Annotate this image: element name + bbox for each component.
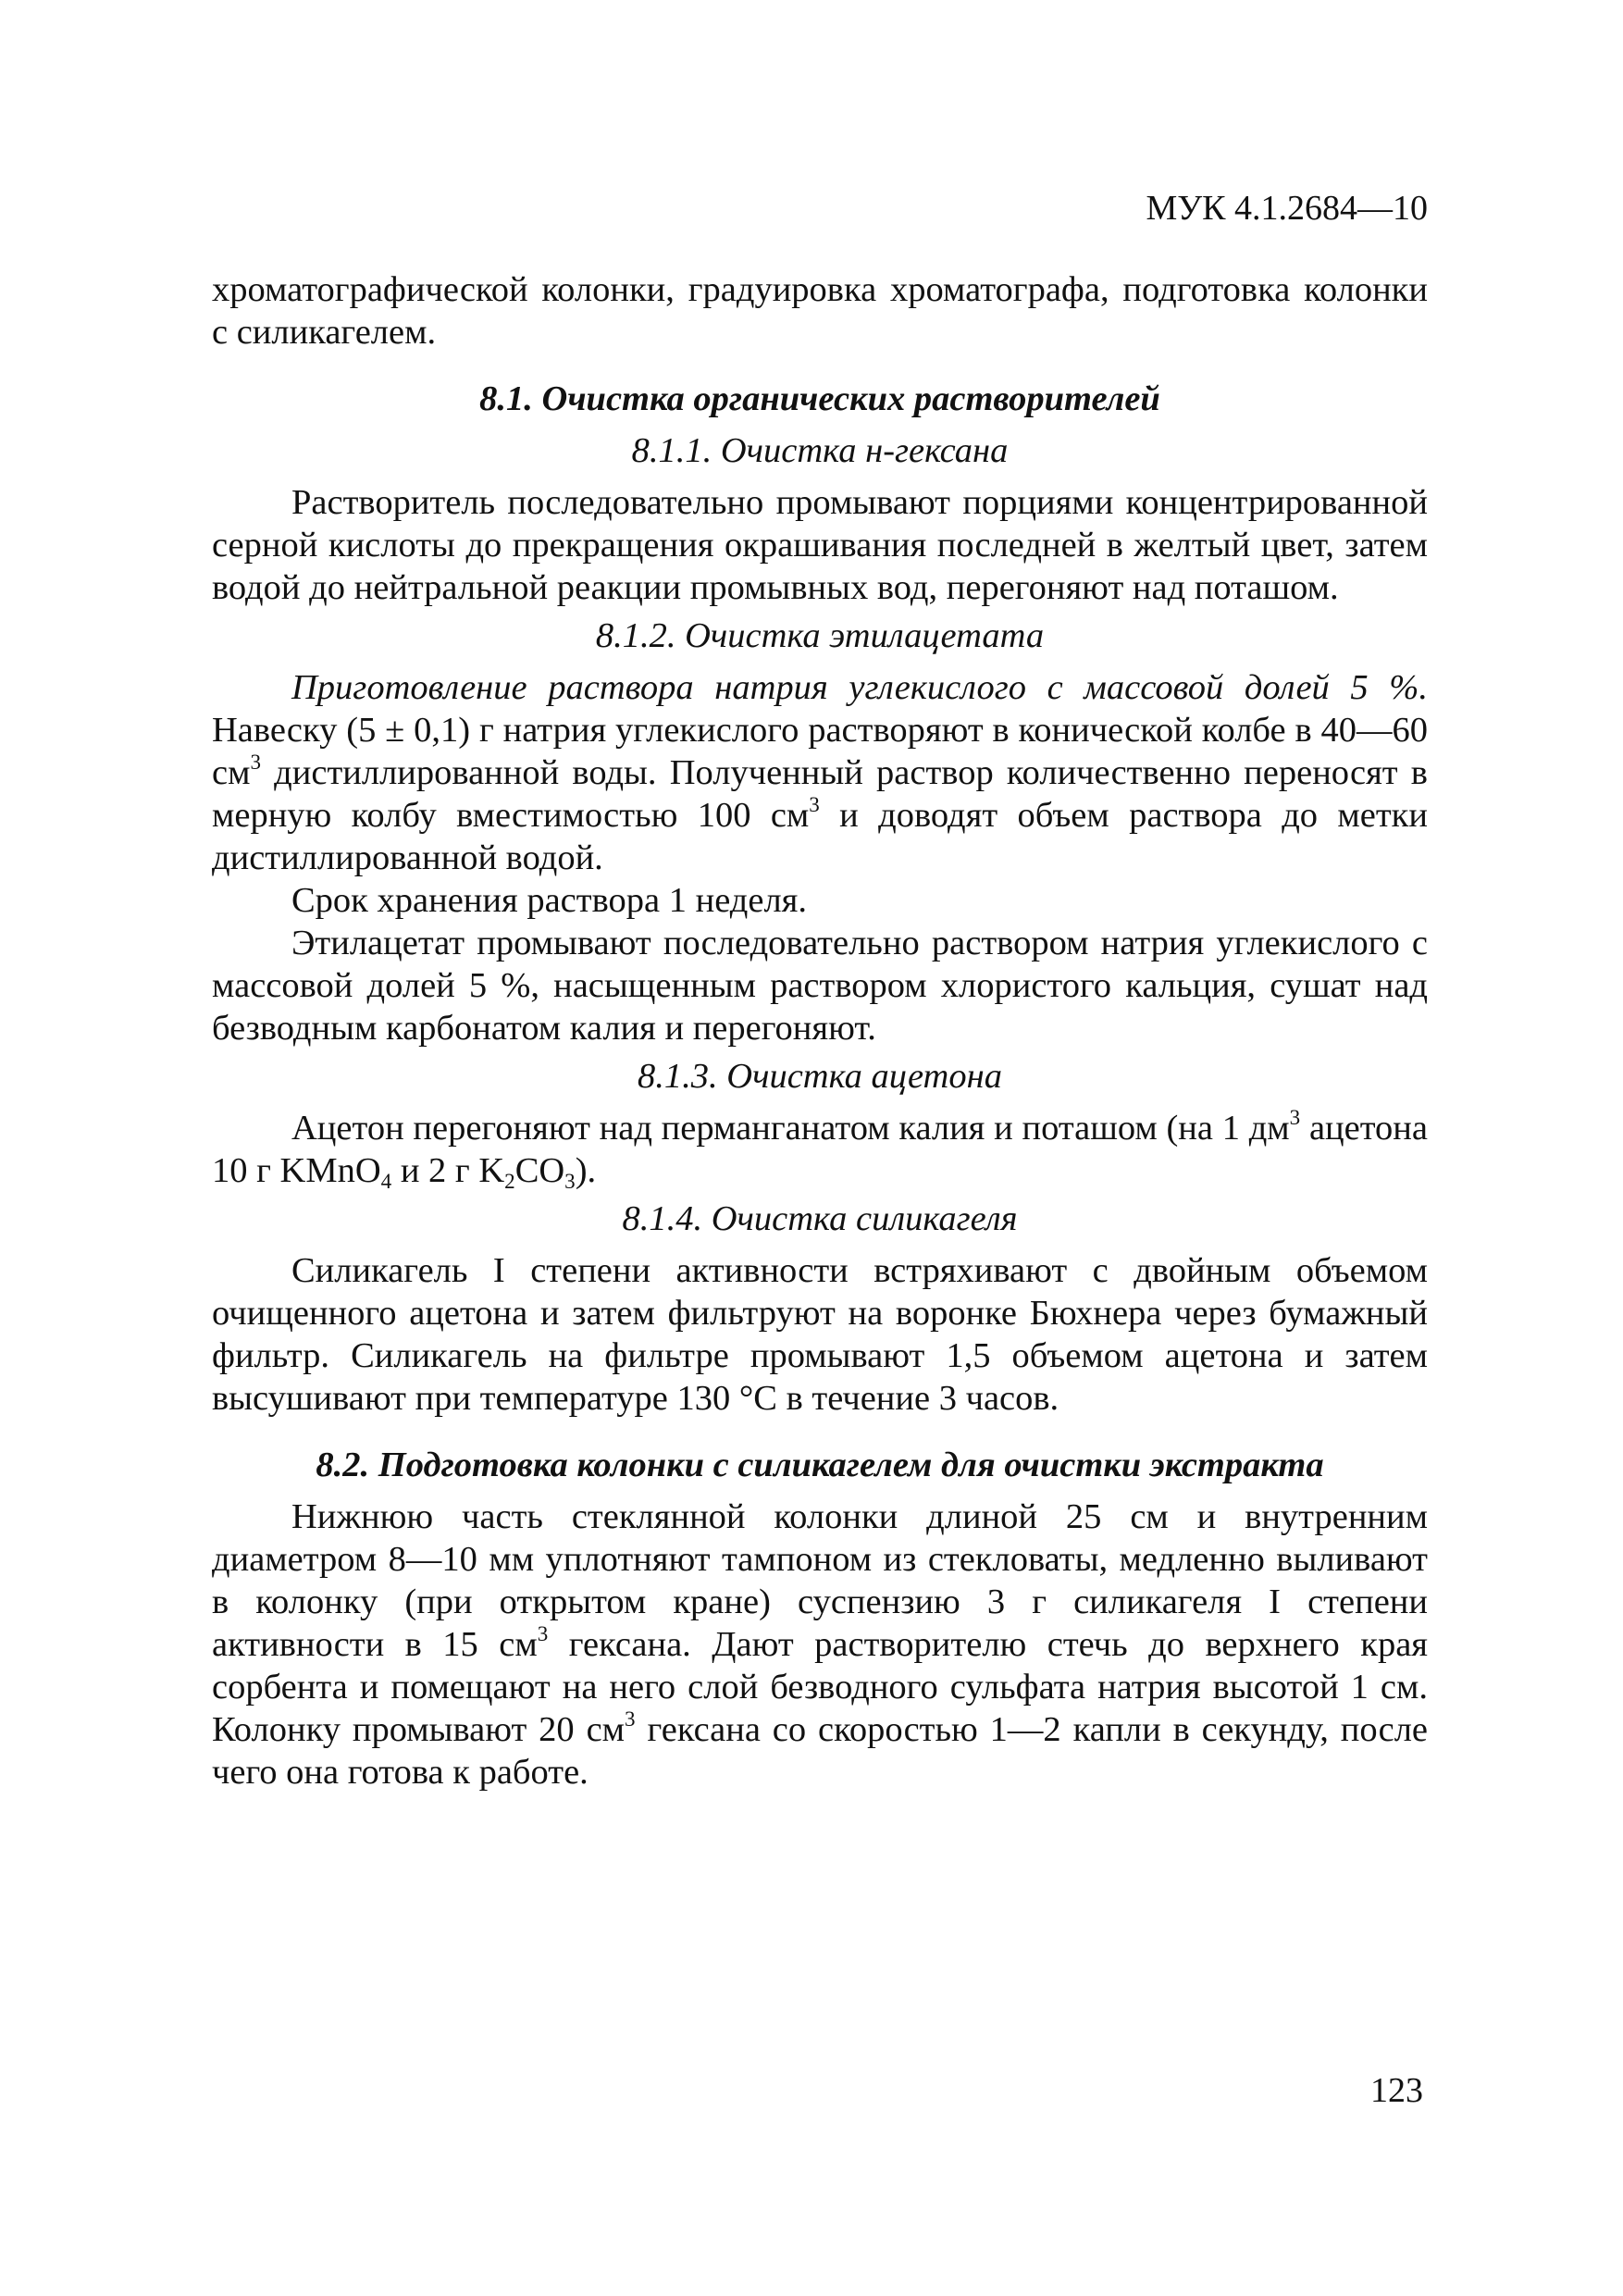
subscript-3: 3 bbox=[564, 1168, 576, 1193]
section-8-1-title: 8.1. Очистка органических растворителей bbox=[479, 379, 1160, 418]
acetone-text-d: CO bbox=[514, 1151, 565, 1190]
acetone-text-b: ацетона 10 г KMnO bbox=[212, 1109, 1428, 1190]
acetone-text-a: Ацетон перегоняют над перманганатом калия и поташом (на 1 дм bbox=[291, 1109, 1290, 1148]
section-8-1-4-title: 8.1.4. Очистка силикагеля bbox=[622, 1199, 1018, 1238]
section-8-1-3-title: 8.1.3. Очистка ацетона bbox=[638, 1057, 1002, 1096]
page-content bbox=[212, 268, 1428, 1793]
superscript-3: 3 bbox=[250, 749, 261, 774]
superscript-3: 3 bbox=[1289, 1104, 1301, 1129]
subscript-4: 4 bbox=[380, 1168, 392, 1193]
superscript-3: 3 bbox=[625, 1706, 636, 1731]
section-8-1-1-title: 8.1.1. Очистка н-гексана bbox=[631, 431, 1009, 470]
prep-text-a: Навеску (5 ± 0,1) г натрия углекислого растворяют в конической колбе в 40—60 см bbox=[212, 711, 1428, 792]
acetone-text-c: и 2 г K bbox=[391, 1151, 505, 1190]
prep-text-c: и доводят объем раствора до метки дистиллированной водой. bbox=[212, 796, 1428, 877]
prep-text-b: дистиллированной воды. Полученный раствор количественно переносят в мерную колбу вместимостью 100 см bbox=[212, 753, 1428, 835]
intro-paragraph: хроматографической колонки, градуировка хроматографа, подготовка колонки с силикагелем. bbox=[212, 270, 1428, 352]
column-text-b: гексана. Дают растворителю стечь до верхнего края сорбента и помещают на него слой безводного сульфата натрия высотой 1 см. Колонку промывают 20 см bbox=[212, 1625, 1428, 1749]
ethyl-acetate-wash-paragraph: Этилацетат промывают последовательно раствором натрия углекислого с массовой долей 5 %, насыщенным раствором хлористого кальция, сушат над безводным карбонатом калия и перегоняют. bbox=[212, 924, 1428, 1048]
section-8-1-2-title: 8.1.2. Очистка этилацетата bbox=[595, 616, 1045, 655]
storage-paragraph: Срок хранения раствора 1 неделя. bbox=[291, 881, 807, 920]
subscript-2: 2 bbox=[504, 1168, 515, 1193]
prep-subtitle: Приготовление раствора натрия углекислого с массовой долей 5 %. bbox=[291, 668, 1428, 707]
column-text-a: Нижнюю часть стеклянной колонки длиной 25 см и внутренним диаметром 8—10 мм уплотняют тампоном из стекловаты, медленно выливают в колонку (при открытом кране) суспензию 3 г силикагеля I степени активности в 15 см bbox=[212, 1497, 1428, 1664]
superscript-3: 3 bbox=[537, 1620, 549, 1645]
page-number: 123 bbox=[1370, 2071, 1423, 2110]
section-8-2-title: 8.2. Подготовка колонки с силикагелем для очистки экстракта bbox=[316, 1446, 1324, 1484]
sodium-carbonate-prep-paragraph bbox=[212, 666, 1428, 879]
superscript-3: 3 bbox=[809, 791, 820, 816]
acetone-text-e: ). bbox=[575, 1151, 597, 1190]
hexane-cleaning-text: Растворитель последовательно промывают порциями концентрированной серной кислоты до прекращения окрашивания последней в желтый цвет, затем водой до нейтральной реакции промывных вод, перегоняют над поташом. bbox=[212, 483, 1428, 607]
document-code-header: МУК 4.1.2684—10 bbox=[1146, 189, 1428, 228]
column-text-c: гексана со скоростью 1—2 капли в секунду, после чего она готова к работе. bbox=[212, 1710, 1428, 1792]
silica-gel-cleaning-paragraph: Силикагель I степени активности встряхивают с двойным объемом очищенного ацетона и затем фильтруют на воронке Бюхнера через бумажный фильтр. Силикагель на фильтре промывают 1,5 объемом ацетона и затем высушивают при температуре 130 °С в течение 3 часов. bbox=[212, 1251, 1428, 1418]
column-preparation-paragraph bbox=[212, 1496, 1428, 1793]
acetone-cleaning-paragraph bbox=[212, 1104, 1428, 1193]
